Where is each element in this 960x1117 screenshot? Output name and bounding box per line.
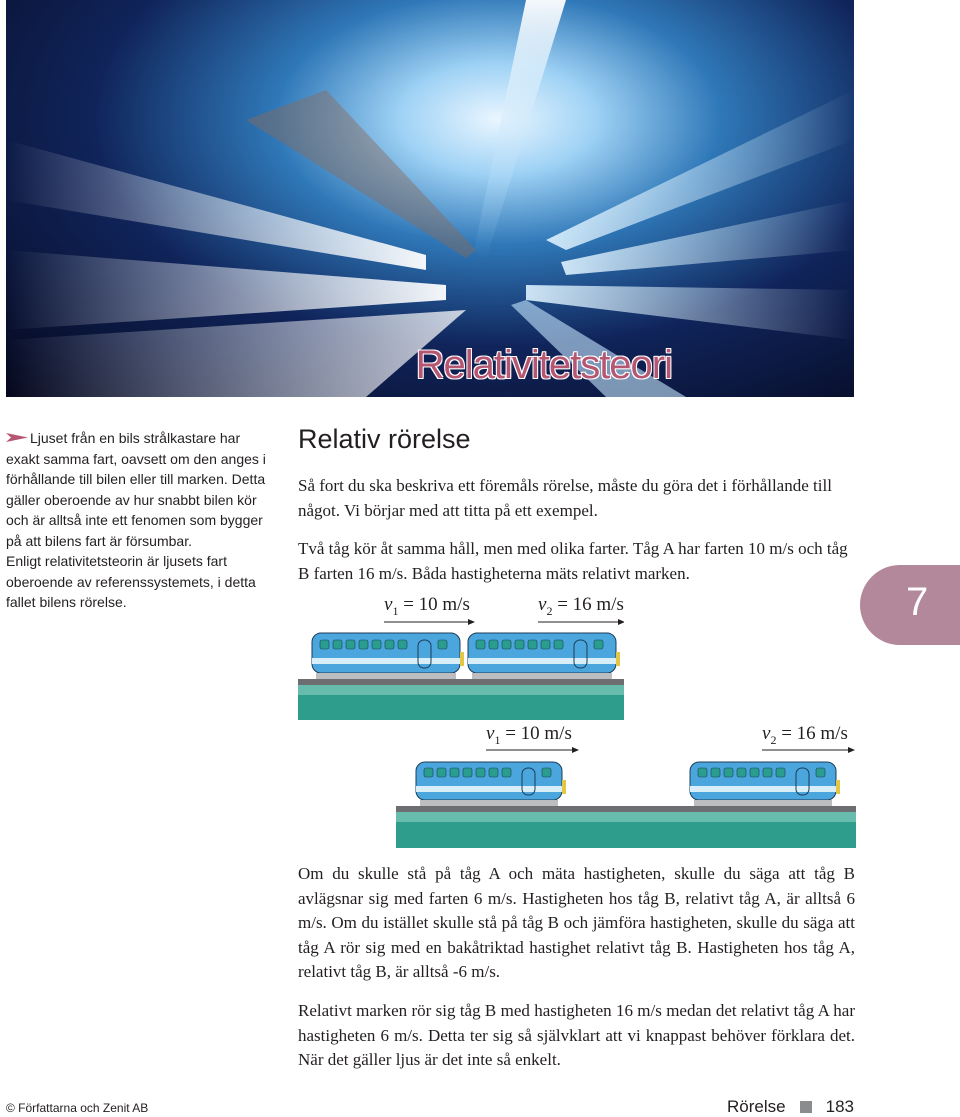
velocity-arrowhead-v2 — [848, 747, 855, 753]
caption-paragraph — [6, 428, 268, 551]
footer-copyright: © Författarna och Zenit AB — [6, 1101, 149, 1115]
trains-diagram-start — [298, 612, 624, 720]
body-paragraph: Relativt marken rör sig tåg B med hastigheten 16 m/s medan det relativt tåg A har hastigheten 6 m/s. Detta ter sig så självklart att vi knappast behöver förklara det. När det gäller ljus är det inte så enkelt. — [298, 1001, 855, 1069]
rail-track — [298, 679, 624, 685]
photo-caption — [6, 428, 268, 613]
train-a-icon — [312, 633, 464, 679]
velocity-arrowhead-v1 — [572, 747, 579, 753]
chapter-title: Relativitetsteori — [415, 343, 672, 387]
light-streaks-image — [6, 0, 854, 397]
body-paragraph: Om du skulle stå på tåg A och mäta hastigheten, skulle du säga att tåg B avlägsnar sig med farten 6 m/s. Hastigheten hos tåg B, relativt tåg A, är alltså 6 m/s. Om du istället skulle stå på tåg B och jämföra hastigheten, skulle du säga att tåg A rör sig med en bakåtriktad hastighet relativt tåg B. Hastigheten hos tåg A, relativt tåg B, är alltså -6 m/s. — [298, 864, 855, 981]
velocity-arrowhead-v1 — [468, 619, 475, 625]
page-number: 183 — [825, 1097, 854, 1116]
train-a-icon — [416, 762, 566, 806]
footer-page-info — [727, 1097, 854, 1117]
square-icon — [800, 1101, 812, 1113]
body-paragraph: Två tåg kör åt samma håll, men med olika farter. Tåg A har farten 10 m/s och tåg B farten 16 m/s. Båda hastigheterna mäts relativt marken. — [298, 539, 848, 583]
footer-section-name: Rörelse — [727, 1097, 786, 1116]
train-b-icon — [690, 762, 840, 806]
chapter-number: 7 — [906, 580, 929, 624]
velocity-label-v1: $v_1 = 10$ m/s — [384, 594, 470, 618]
section-heading: Relativ rörelse — [298, 424, 471, 454]
caption-arrow-icon — [6, 433, 28, 442]
velocity-label-v2: $v_2 = 16$ m/s — [538, 594, 624, 618]
caption-paragraph: Enligt relativitetsteorin är ljusets fart oberoende av referenssystemets, i detta fallet bilens rörelse. — [6, 553, 256, 610]
rail-track — [396, 806, 856, 812]
velocity-arrowhead-v2 — [618, 619, 624, 625]
velocity-label-v1: $v_1 = 10$ m/s — [486, 723, 572, 747]
trains-diagram-later — [396, 742, 856, 848]
body-paragraph: Så fort du ska beskriva ett föremåls rörelse, måste du göra det i förhållande till något. Vi börjar med att titta på ett exempel. — [298, 476, 832, 520]
caption-text: Ljuset från en bils strålkastare har exakt samma fart, oavsett om den anges i förhållande till bilen eller till marken. Detta gäller oberoende av hur snabbt bilen kör och är alltså inte ett fenomen som bygger på att bilens fart är försumbar. — [6, 430, 266, 549]
train-b-icon — [468, 633, 620, 679]
hero-photo — [6, 0, 854, 397]
velocity-label-v2: $v_2 = 16$ m/s — [762, 723, 848, 747]
